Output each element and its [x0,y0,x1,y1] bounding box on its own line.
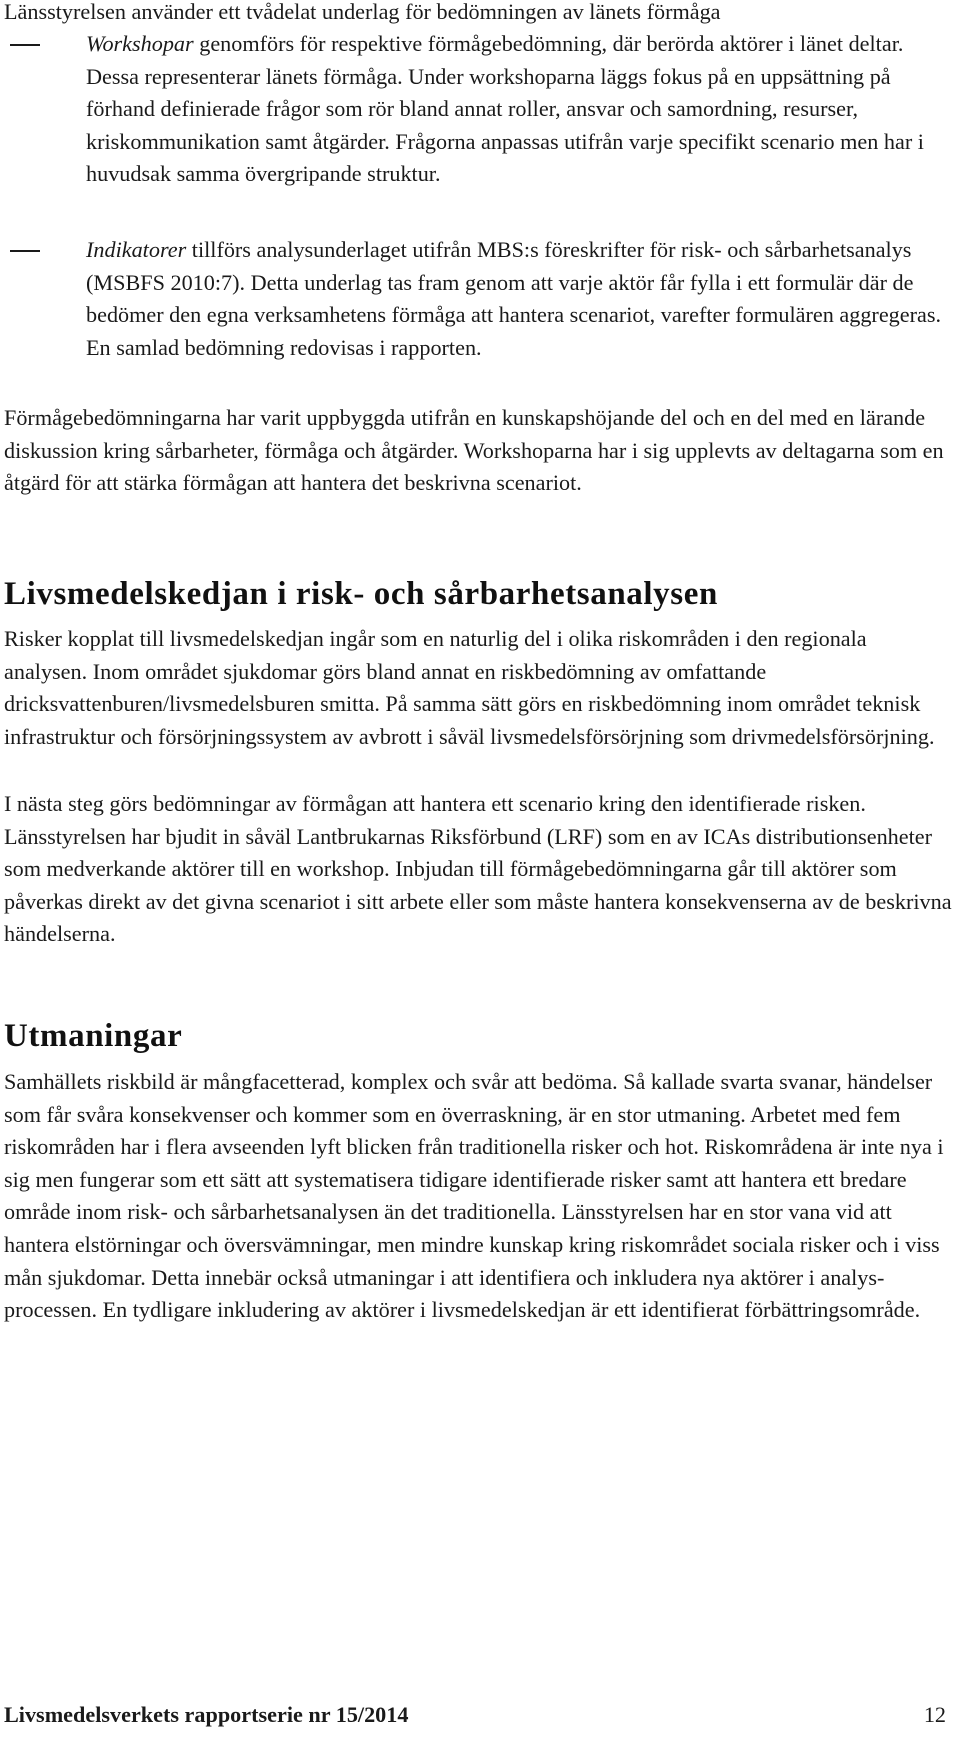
paragraph-challenges: Samhällets riskbild är mångfacetterad, komplex och svår att bedöma. Så kallade svarta svanar, händelser som får svåra konsekvenser och kommer som en överraskning, är en stor utmaning. Arbetet med fem riskområden har i flera avseenden lyft blicken från traditionella risker och hot. Riskområdena är inte nya i sig men fungerar som ett sätt att systematisera tidigare identifierade risker samt att hantera ett bredare område inom risk- och sårbarhetsanalysen än det traditionella. Länsstyrelsen har en stor vana vid att hantera elstörningar och översvämningar, men mindre kunskap kring riskområdet sociala risker och i viss mån sjukdomar. Detta innebär också utmaningar i att identifiera och inkludera nya aktörer i analysprocessen. En tydligare inkludering av aktörer i livsmedelskedjan är ett identifierat förbättringsområde. [4,1069,944,1323]
section-heading-food-chain: Livsmedelskedjan i risk- och sårbarhetsanalysen [4,576,718,612]
section-heading-challenges: Utmaningar [4,1018,183,1054]
bullet-indikatorer [10,234,950,364]
intro-line: Länsstyrelsen använder ett tvådelat underlag för bedömningen av länets förmåga [4,0,721,24]
bullet-text [86,234,950,364]
bullet-body: tillförs analysunderlaget utifrån MBS:s föreskrifter för risk- och sårbarhetsanalys (MSBFS 2010:7). Detta underlag tas fram genom att varje aktör får fylla i ett formulär där de bedömer den egna verksamhetens förmåga att hantera scenariot, varefter formulären aggregeras. En samlad bedömning redovisas i rapporten. [86,237,942,360]
bullet-term: Indikatorer [86,237,187,262]
page-footer [4,1700,946,1730]
dash-bullet [10,44,40,46]
dash-bullet [10,250,40,252]
bullet-workshopar [10,28,950,191]
page-number: 12 [923,1702,946,1727]
paragraph-food-chain-1: Risker kopplat till livsmedelskedjan ingår som en naturlig del i olika riskområden i den regionala analysen. Inom området sjukdomar görs bland annat en riskbedömning av omfattande dricksvattenburen/livsmedelsburen smitta. På samma sätt görs en riskbedömning inom området teknisk infrastruktur och försörjningssystem av avbrott i såväl livsmedelsförsörjning som drivmedelsförsörjning. [4,626,935,749]
paragraph-capability: Förmågebedömningarna har varit uppbyggda utifrån en kunskapshöjande del och en del med en lärande diskussion kring sårbarheter, förmåga och åtgärder. Workshoparna har i sig upplevts av deltagarna som en åtgärd för att stärka förmågan att hantera det beskrivna scenariot. [4,405,944,496]
report-series: Livsmedelsverkets rapportserie nr 15/2014 [4,1702,409,1727]
bullet-text [86,28,950,191]
bullet-body: genomförs för respektive förmågebedömning, där berörda aktörer i länet deltar. Dessa representerar länets förmåga. Under workshoparna läggs fokus på en uppsättning på förhand definierade frågor som rör bland annat roller, ansvar och samordning, resurser, kriskommunikation samt åtgärder. Frågorna anpassas utifrån varje specifikt scenario men har i huvudsak samma övergripande struktur. [86,31,924,187]
paragraph-food-chain-2: I nästa steg görs bedömningar av förmågan att hantera ett scenario kring den identifierade risken. Länsstyrelsen har bjudit in såväl Lantbrukarnas Riksförbund (LRF) som en av ICAs distributionsenheter som medverkande aktörer till en workshop. Inbjudan till förmågebedömningarna går till aktörer som påverkas direkt av det givna scenariot i sitt arbete eller som måste hantera konsekvenserna av de beskrivna händelserna. [4,791,952,947]
bullet-term: Workshopar [86,31,194,56]
